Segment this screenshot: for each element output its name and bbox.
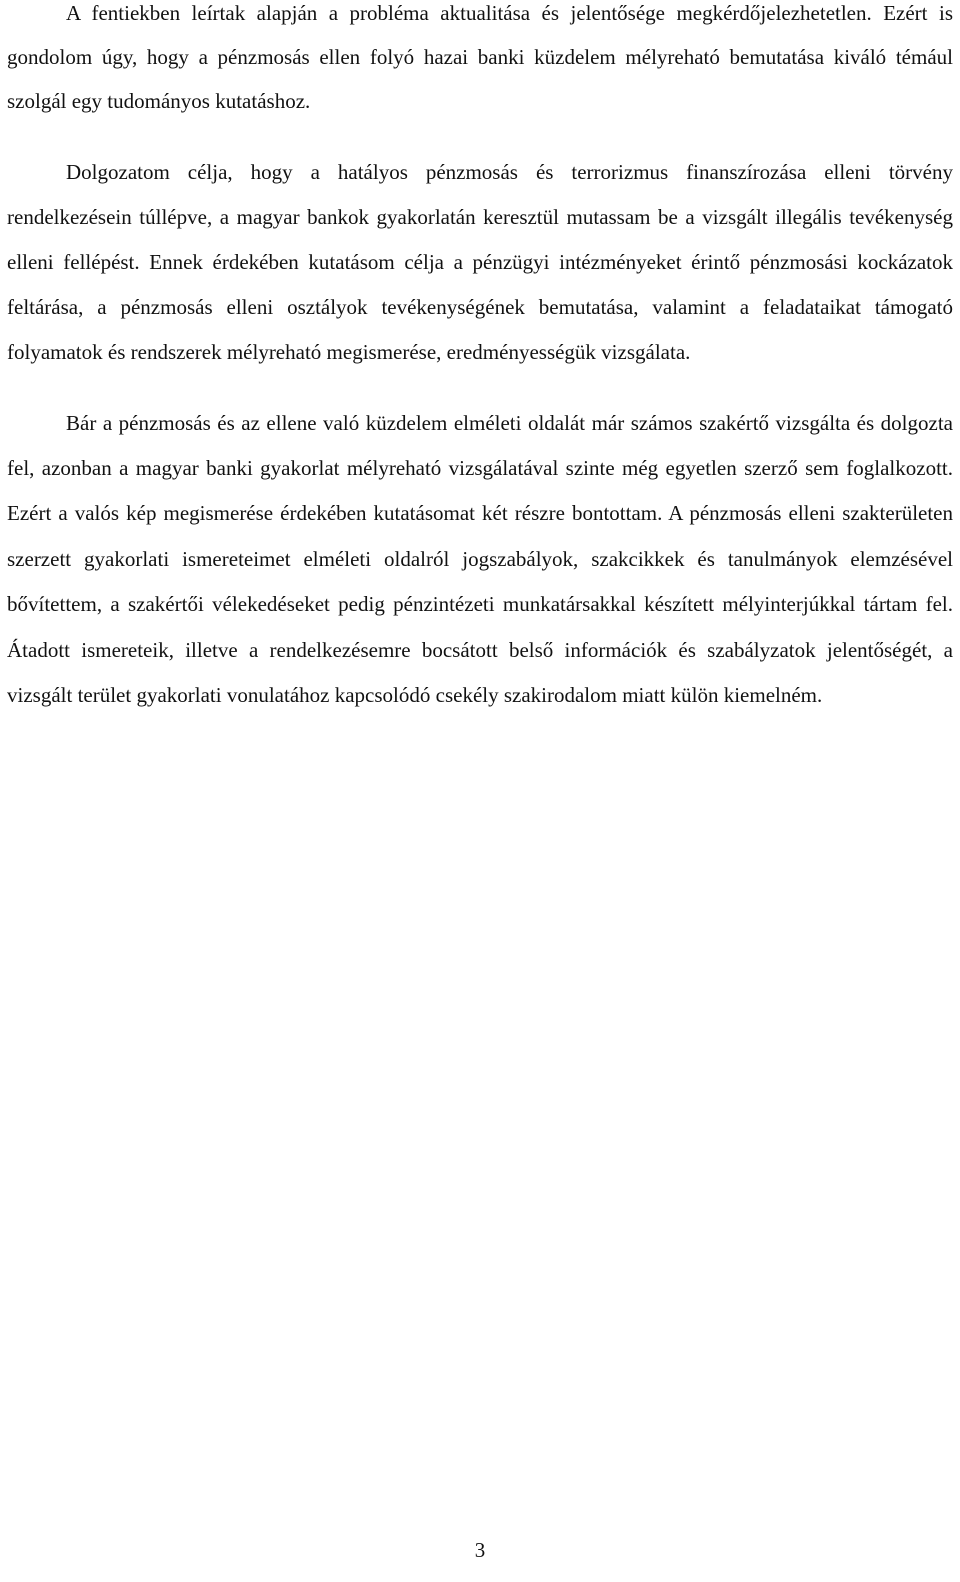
- page-number: 3: [474, 1538, 486, 1562]
- document-body: [7, 0, 953, 718]
- paragraph-2: Dolgozatom célja, hogy a hatályos pénzmosás és terrorizmus finanszírozása elleni törvény rendelkezésein túllépve, a magyar bankok gyakorlatán keresztül mutassam be a vizsgált illegális tevékenység elleni fellépést. Ennek érdekében kutatásom célja a pénzügyi intézményeket érintő pénzmosási kockázatok feltárása, a pénzmosás elleni osztályok tevékenységének bemutatása, valamint a feladataikat támogató folyamatok és rendszerek mélyreható megismerése, eredményességük vizsgálata.: [7, 159, 953, 364]
- paragraph-1: A fentiekben leírtak alapján a probléma aktualitása és jelentősége megkérdőjelezhetetlen. Ezért is gondolom úgy, hogy a pénzmosás ellen folyó hazai banki küzdelem mélyreható bemutatása kiváló témául szolgál egy tudományos kutatáshoz.: [7, 1, 953, 114]
- paragraph-3: Bár a pénzmosás és az ellene való küzdelem elméleti oldalát már számos szakértő vizsgálta és dolgozta fel, azonban a magyar banki gyakorlat mélyreható vizsgálatával szinte még egyetlen szerző sem foglalkozott. Ezért a valós kép megismerése érdekében kutatásomat két részre bontottam. A pénzmosás elleni szakterületen szerzett gyakorlati ismereteimet elméleti oldalról jogszabályok, szakcikkek és tanulmányok elemzésével bővítettem, a szakértői vélekedéseket pedig pénzintézeti munkatársakkal készített mélyinterjúkkal tártam fel. Átadott ismereteik, illetve a rendelkezésemre bocsátott belső információk és szabályzatok jelentőségét, a vizsgált terület gyakorlati vonulatához kapcsolódó csekély szakirodalom miatt külön kiemelném.: [7, 410, 953, 708]
